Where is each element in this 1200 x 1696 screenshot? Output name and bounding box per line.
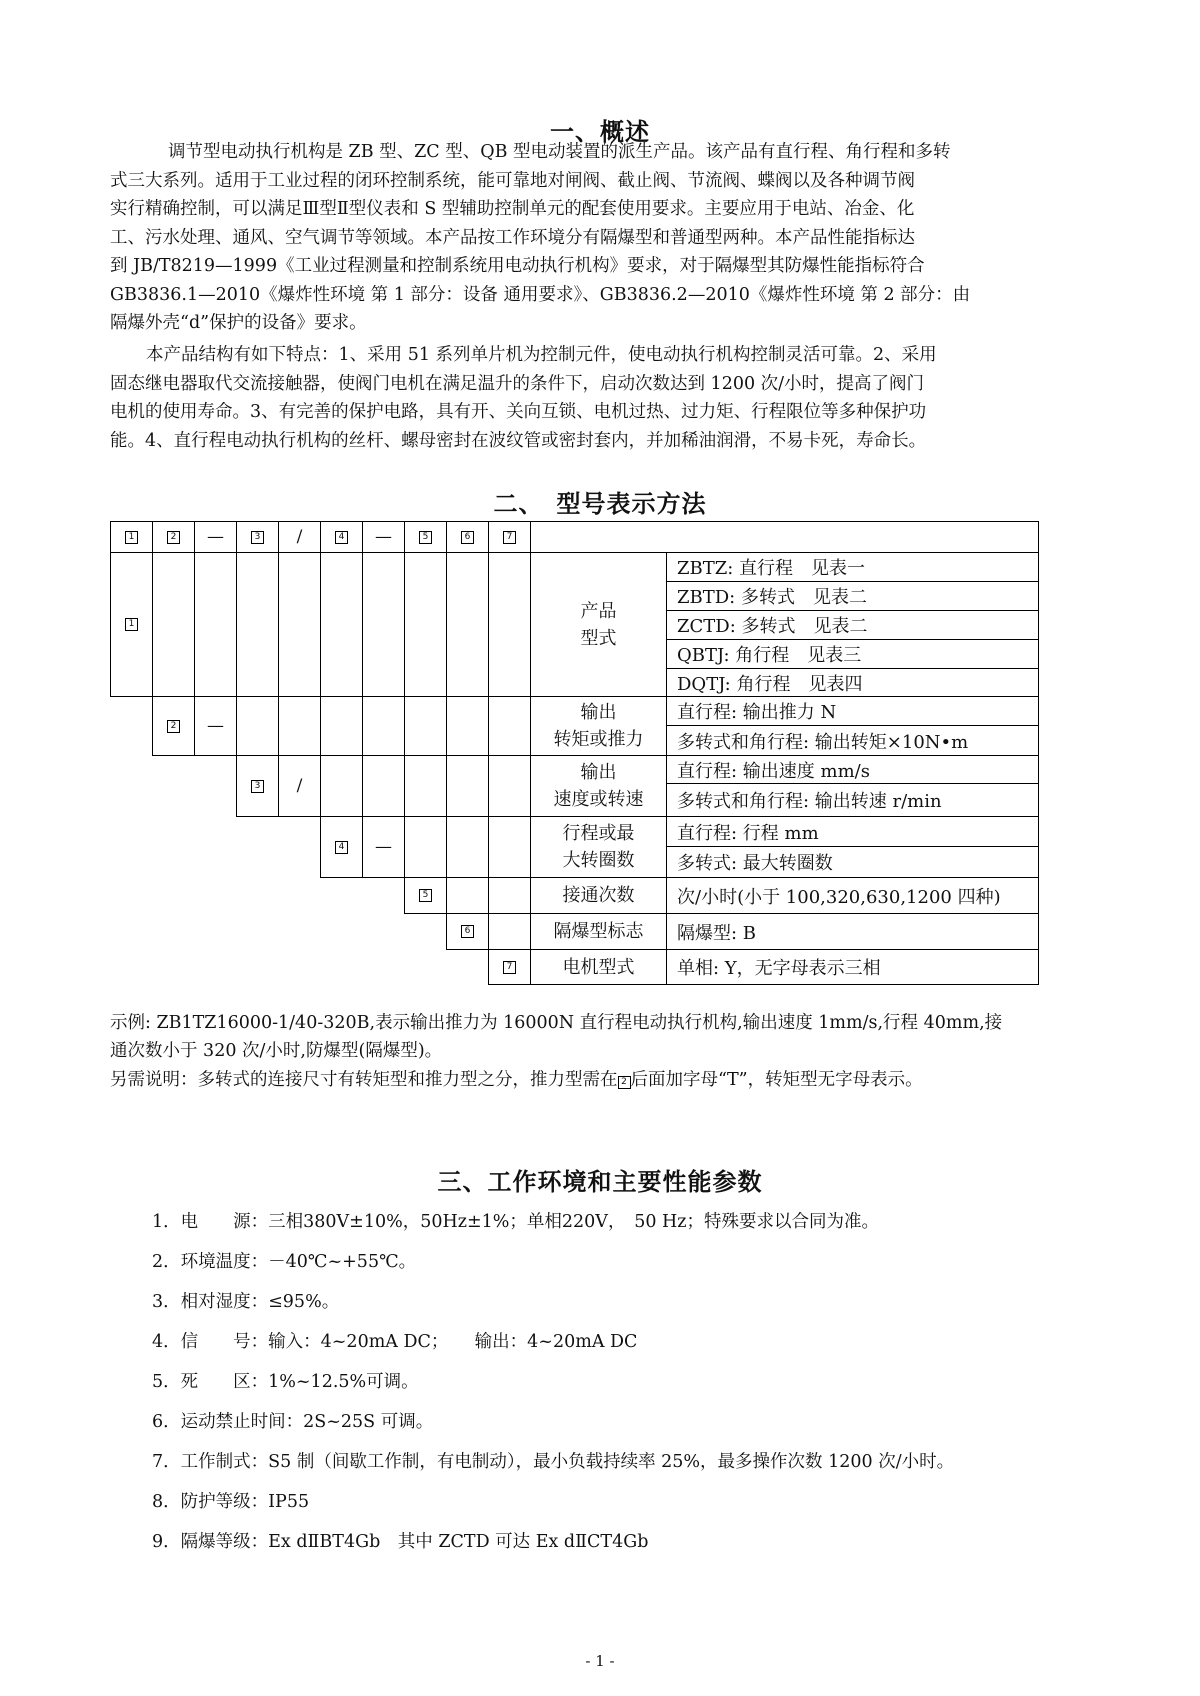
parameter-item: 6．运动禁止时间：2S~25S 可调。 <box>152 1412 434 1432</box>
parameter-item: 2．环境温度：－40℃~+55℃。 <box>152 1252 417 1272</box>
label-line: 产品 <box>580 600 617 622</box>
paragraph-line: 本产品结构有如下特点：1、采用 51 系列单片机为控制元件，使电动执行机构控制灵活可靠。2、采用 <box>146 345 937 365</box>
row-3-desc: 直行程: 输出速度 mm/s <box>666 755 1039 784</box>
row-3-mark-cell <box>236 755 279 817</box>
row-1-desc: ZBTD: 多转式 见表二 <box>666 581 1039 611</box>
row-6-desc: 隔爆型: B <box>666 913 1039 950</box>
empty-cell <box>236 696 279 756</box>
parameter-item: 7．工作制式：S5 制（间歇工作制，有电制动），最小负载持续率 25%，最多操作次数 1200 次/小时。 <box>152 1452 955 1472</box>
row-3-label <box>530 755 667 817</box>
row-2-label <box>530 696 667 756</box>
additional-note <box>110 1066 1110 1094</box>
row-6-label: 隔爆型标志 <box>530 913 667 950</box>
parameter-item: 5．死 区：1%~12.5%可调。 <box>152 1372 419 1392</box>
empty-cell <box>362 696 405 756</box>
label-line: 输出 <box>580 762 617 783</box>
row-2-sep-cell <box>194 696 237 756</box>
paragraph-line: 固态继电器取代交流接触器，使阀门电机在满足温升的条件下，启动次数达到 1200 次/小时，提高了阀门 <box>110 373 925 394</box>
mark-box: 6 <box>461 925 474 938</box>
row-7-mark-cell <box>488 949 531 985</box>
mark-box: 3 <box>251 531 264 544</box>
empty-cell <box>320 755 363 817</box>
parameter-item: 3．相对湿度：≤95%。 <box>152 1292 340 1312</box>
row-5-label: 接通次数 <box>530 877 667 914</box>
example-text <box>110 1009 1110 1065</box>
separator-text: — <box>207 716 224 736</box>
header-cell <box>320 521 363 553</box>
row-1-desc: DQTJ: 角行程 见表四 <box>666 668 1039 697</box>
label-line: 大转圈数 <box>562 850 635 871</box>
empty-cell <box>278 552 321 697</box>
empty-cell <box>488 913 531 950</box>
separator-text: — <box>207 527 224 547</box>
header-cell <box>194 521 237 553</box>
row-7-label: 电机型式 <box>530 949 667 985</box>
parameter-item: 9．隔爆等级：Ex dⅡBT4Gb 其中 ZCTD 可达 Ex dⅡCT4Gb <box>152 1532 649 1552</box>
row-1-desc: ZCTD: 多转式 见表二 <box>666 610 1039 640</box>
empty-cell <box>488 552 531 697</box>
mark-box: 7 <box>503 961 516 974</box>
mark-box: 1 <box>125 531 138 544</box>
paragraph-line: 隔爆外壳“d”保护的设备》要求。 <box>110 313 367 333</box>
empty-cell <box>320 696 363 756</box>
parameter-item: 4．信 号：输入：4~20mA DC； 输出：4~20mA DC <box>152 1332 638 1352</box>
separator-text: / <box>296 776 303 796</box>
empty-cell <box>446 877 489 914</box>
example-line: 通次数小于 320 次/小时,防爆型(隔爆型)。 <box>110 1041 443 1061</box>
row-2-mark-cell <box>152 696 195 756</box>
mark-box: 4 <box>335 841 348 854</box>
label-line: 转矩或推力 <box>553 729 644 750</box>
empty-cell <box>488 755 531 817</box>
label-line: 输出 <box>580 702 617 723</box>
label-line: 速度或转速 <box>553 789 644 810</box>
parameter-item: 1．电 源：三相380V±10%，50Hz±1%；单相220V， 50 Hz；特殊要求以合同为准。 <box>152 1212 880 1232</box>
row-1-mark-cell <box>110 552 153 697</box>
note-prefix: 另需说明：多转式的连接尺寸有转矩型和推力型之分，推力型需在 <box>110 1070 618 1090</box>
empty-cell <box>488 696 531 756</box>
header-cell <box>152 521 195 553</box>
row-1-desc: QBTJ: 角行程 见表三 <box>666 639 1039 669</box>
header-cell <box>278 521 321 553</box>
header-cell-blank <box>530 521 1039 553</box>
row-1-desc: ZBTZ: 直行程 见表一 <box>666 552 1039 582</box>
section-3-title: 三、工作环境和主要性能参数 <box>437 1168 763 1196</box>
header-cell <box>446 521 489 553</box>
empty-cell <box>236 552 279 697</box>
row-3-sep-cell <box>278 755 321 817</box>
separator-text: — <box>375 527 392 547</box>
empty-cell <box>404 816 447 878</box>
note-suffix: 后面加字母“T”，转矩型无字母表示。 <box>630 1070 923 1090</box>
row-3-desc: 多转式和角行程: 输出转速 r/min <box>666 783 1039 817</box>
row-7-desc: 单相: Y，无字母表示三相 <box>666 949 1039 985</box>
row-2-desc: 直行程: 输出推力 N <box>666 696 1039 726</box>
empty-cell <box>362 552 405 697</box>
empty-cell <box>320 552 363 697</box>
mark-box: 6 <box>461 531 474 544</box>
separator-text: — <box>375 837 392 857</box>
row-4-desc: 多转式: 最大转圈数 <box>666 846 1039 878</box>
empty-cell <box>278 696 321 756</box>
empty-cell <box>404 696 447 756</box>
parameter-item: 8．防护等级：IP55 <box>152 1492 310 1512</box>
empty-cell <box>446 755 489 817</box>
row-6-mark-cell <box>446 913 489 950</box>
header-cell <box>236 521 279 553</box>
empty-cell <box>194 552 237 697</box>
page-number: - 1 - <box>585 1652 615 1670</box>
example-line: 示例: ZB1TZ16000-1/40-320B,表示输出推力为 16000N 直行程电动执行机构,输出速度 1mm/s,行程 40mm,接 <box>110 1013 1003 1033</box>
empty-cell <box>362 755 405 817</box>
row-2-desc: 多转式和角行程: 输出转矩×10N•m <box>666 725 1039 756</box>
empty-cell <box>488 816 531 878</box>
mark-box: 3 <box>251 780 264 793</box>
row-5-desc: 次/小时(小于 100,320,630,1200 四种) <box>666 877 1039 914</box>
header-cell <box>488 521 531 553</box>
empty-cell <box>488 877 531 914</box>
empty-cell <box>446 696 489 756</box>
paragraph-line: 工、污水处理、通风、空气调节等领域。本产品按工作环境分有隔爆型和普通型两种。本产品性能指标达 <box>110 227 915 248</box>
paragraph-line: GB3836.1—2010《爆炸性环境 第 1 部分：设备 通用要求》、GB3836.2—2010《爆炸性环境 第 2 部分：由 <box>110 284 971 305</box>
empty-cell <box>152 552 195 697</box>
empty-cell <box>446 816 489 878</box>
paragraph-line: 能。4、直行程电动执行机构的丝杆、螺母密封在波纹管或密封套内，并加稀油润滑，不易卡死，寿命长。 <box>110 430 927 451</box>
mark-box: 5 <box>419 889 432 902</box>
separator-text: / <box>296 527 303 547</box>
mark-box: 7 <box>503 531 516 544</box>
overview-paragraph-2 <box>110 341 1100 455</box>
empty-cell <box>404 552 447 697</box>
mark-box: 4 <box>335 531 348 544</box>
row-4-sep-cell <box>362 816 405 878</box>
row-4-desc: 直行程: 行程 mm <box>666 816 1039 847</box>
paragraph-line: 实行精确控制，可以满足Ⅲ型Ⅱ型仪表和 S 型辅助控制单元的配套使用要求。主要应用于电站、冶金、化 <box>110 199 915 219</box>
row-5-mark-cell <box>404 877 447 914</box>
row-1-label <box>530 552 667 697</box>
mark-box: 2 <box>167 531 180 544</box>
mark-box: 5 <box>419 531 432 544</box>
header-cell <box>362 521 405 553</box>
paragraph-line: 式三大系列。适用于工业过程的闭环控制系统，能可靠地对闸阀、截止阀、节流阀、蝶阀以及各种调节阀 <box>110 170 915 191</box>
label-line: 行程或最 <box>562 823 635 844</box>
empty-cell <box>446 552 489 697</box>
mark-box: 2 <box>167 720 180 733</box>
row-4-mark-cell <box>320 816 363 878</box>
mark-box: 1 <box>125 618 138 631</box>
header-cell <box>110 521 153 553</box>
section-1-title: 一、概述 <box>550 118 650 146</box>
mark-box: 2 <box>618 1076 631 1089</box>
paragraph-line: 电机的使用寿命。3、有完善的保护电路，具有开、关向互锁、电机过热、过力矩、行程限位等多种保护功 <box>110 402 927 422</box>
row-4-label <box>530 816 667 878</box>
label-line: 型式 <box>580 627 617 649</box>
model-designation-table <box>110 521 1039 985</box>
header-cell <box>404 521 447 553</box>
empty-cell <box>404 755 447 817</box>
overview-paragraph-1 <box>110 138 1100 338</box>
paragraph-line: 调节型电动执行机构是 ZB 型、ZC 型、QB 型电动装置的派生产品。该产品有直行程、角行程和多转 <box>168 142 951 162</box>
section-2-title: 二、 型号表示方法 <box>493 490 707 518</box>
paragraph-line: 到 JB/T8219—1999《工业过程测量和控制系统用电动执行机构》要求，对于隔爆型其防爆性能指标符合 <box>110 256 925 276</box>
